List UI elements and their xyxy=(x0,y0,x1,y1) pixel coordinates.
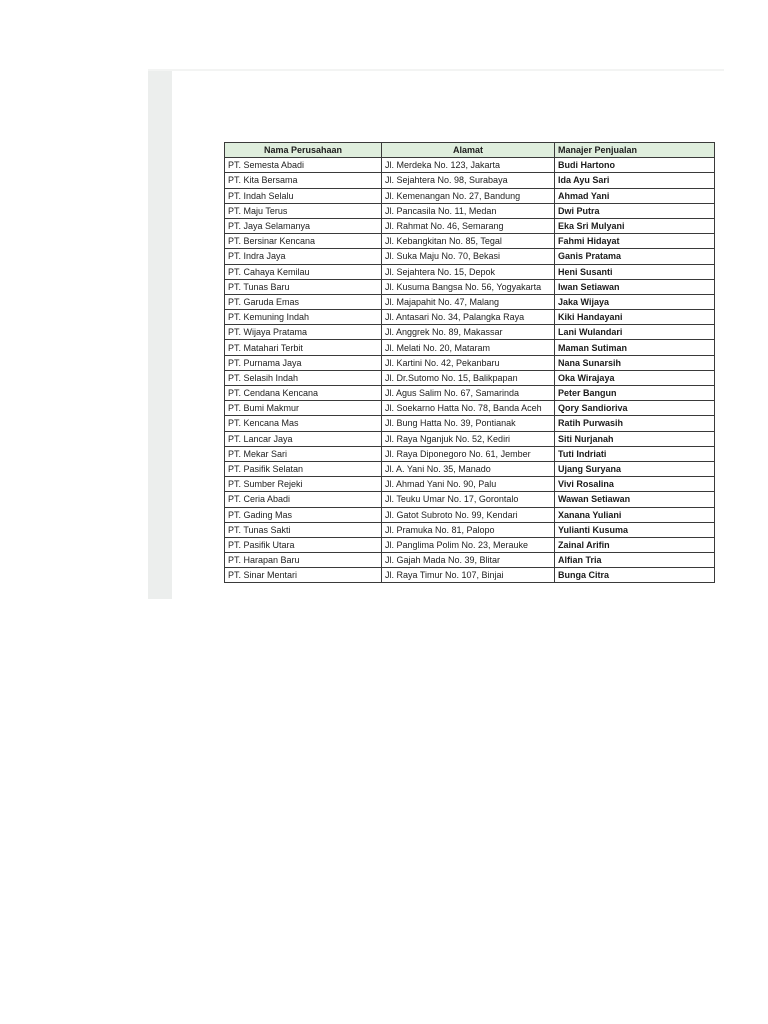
cell-manager: Peter Bangun xyxy=(555,386,715,401)
header-alamat: Alamat xyxy=(382,143,555,158)
cell-company: PT. Bersinar Kencana xyxy=(225,234,382,249)
cell-address: Jl. Panglima Polim No. 23, Merauke xyxy=(382,537,555,552)
cell-address: Jl. Pramuka No. 81, Palopo xyxy=(382,522,555,537)
cell-company: PT. Kita Bersama xyxy=(225,173,382,188)
table-row xyxy=(225,294,715,309)
cell-manager: Fahmi Hidayat xyxy=(555,234,715,249)
cell-address: Jl. Soekarno Hatta No. 78, Banda Aceh xyxy=(382,401,555,416)
table-row xyxy=(225,218,715,233)
cell-manager: Zainal Arifin xyxy=(555,537,715,552)
cell-address: Jl. Ahmad Yani No. 90, Palu xyxy=(382,477,555,492)
cell-address: Jl. Suka Maju No. 70, Bekasi xyxy=(382,249,555,264)
table-row xyxy=(225,537,715,552)
cell-address: Jl. Raya Nganjuk No. 52, Kediri xyxy=(382,431,555,446)
cell-address: Jl. Anggrek No. 89, Makassar xyxy=(382,325,555,340)
cell-company: PT. Selasih Indah xyxy=(225,370,382,385)
cell-manager: Bunga Citra xyxy=(555,568,715,583)
cell-company: PT. Bumi Makmur xyxy=(225,401,382,416)
cell-company: PT. Purnama Jaya xyxy=(225,355,382,370)
table-row xyxy=(225,461,715,476)
cell-company: PT. Ceria Abadi xyxy=(225,492,382,507)
table-row xyxy=(225,370,715,385)
table-row xyxy=(225,173,715,188)
cell-address: Jl. A. Yani No. 35, Manado xyxy=(382,461,555,476)
cell-company: PT. Harapan Baru xyxy=(225,553,382,568)
cell-address: Jl. Kusuma Bangsa No. 56, Yogyakarta xyxy=(382,279,555,294)
cell-company: PT. Cahaya Kemilau xyxy=(225,264,382,279)
cell-manager: Kiki Handayani xyxy=(555,310,715,325)
cell-manager: Nana Sunarsih xyxy=(555,355,715,370)
cell-manager: Ratih Purwasih xyxy=(555,416,715,431)
cell-manager: Yulianti Kusuma xyxy=(555,522,715,537)
cell-company: PT. Kemuning Indah xyxy=(225,310,382,325)
cell-address: Jl. Gatot Subroto No. 99, Kendari xyxy=(382,507,555,522)
side-panel xyxy=(148,69,172,599)
cell-manager: Dwi Putra xyxy=(555,203,715,218)
table-row xyxy=(225,249,715,264)
cell-manager: Xanana Yuliani xyxy=(555,507,715,522)
cell-address: Jl. Rahmat No. 46, Semarang xyxy=(382,218,555,233)
table-row xyxy=(225,568,715,583)
cell-address: Jl. Melati No. 20, Mataram xyxy=(382,340,555,355)
table-row xyxy=(225,310,715,325)
table-row xyxy=(225,401,715,416)
company-table xyxy=(224,142,715,583)
cell-address: Jl. Teuku Umar No. 17, Gorontalo xyxy=(382,492,555,507)
table-row xyxy=(225,477,715,492)
header-nama-perusahaan: Nama Perusahaan xyxy=(225,143,382,158)
cell-manager: Ahmad Yani xyxy=(555,188,715,203)
table-row xyxy=(225,522,715,537)
cell-address: Jl. Kemenangan No. 27, Bandung xyxy=(382,188,555,203)
cell-manager: Ida Ayu Sari xyxy=(555,173,715,188)
cell-company: PT. Indah Selalu xyxy=(225,188,382,203)
cell-manager: Jaka Wijaya xyxy=(555,294,715,309)
cell-company: PT. Kencana Mas xyxy=(225,416,382,431)
cell-manager: Siti Nurjanah xyxy=(555,431,715,446)
cell-company: PT. Matahari Terbit xyxy=(225,340,382,355)
table-row xyxy=(225,279,715,294)
cell-address: Jl. Gajah Mada No. 39, Blitar xyxy=(382,553,555,568)
cell-company: PT. Sinar Mentari xyxy=(225,568,382,583)
cell-company: PT. Garuda Emas xyxy=(225,294,382,309)
cell-manager: Lani Wulandari xyxy=(555,325,715,340)
cell-address: Jl. Sejahtera No. 15, Depok xyxy=(382,264,555,279)
cell-manager: Wawan Setiawan xyxy=(555,492,715,507)
table-row xyxy=(225,158,715,173)
cell-manager: Heni Susanti xyxy=(555,264,715,279)
table-header-row xyxy=(225,143,715,158)
cell-company: PT. Lancar Jaya xyxy=(225,431,382,446)
table-row xyxy=(225,325,715,340)
cell-company: PT. Tunas Sakti xyxy=(225,522,382,537)
table-row xyxy=(225,553,715,568)
cell-company: PT. Gading Mas xyxy=(225,507,382,522)
cell-manager: Maman Sutiman xyxy=(555,340,715,355)
table-row xyxy=(225,492,715,507)
table-row xyxy=(225,416,715,431)
cell-company: PT. Cendana Kencana xyxy=(225,386,382,401)
cell-manager: Oka Wirajaya xyxy=(555,370,715,385)
cell-address: Jl. Raya Timur No. 107, Binjai xyxy=(382,568,555,583)
cell-address: Jl. Merdeka No. 123, Jakarta xyxy=(382,158,555,173)
table-row xyxy=(225,340,715,355)
cell-address: Jl. Kartini No. 42, Pekanbaru xyxy=(382,355,555,370)
cell-company: PT. Semesta Abadi xyxy=(225,158,382,173)
table-row xyxy=(225,507,715,522)
cell-address: Jl. Kebangkitan No. 85, Tegal xyxy=(382,234,555,249)
cell-manager: Qory Sandioriva xyxy=(555,401,715,416)
table-row xyxy=(225,355,715,370)
cell-manager: Iwan Setiawan xyxy=(555,279,715,294)
cell-company: PT. Maju Terus xyxy=(225,203,382,218)
cell-company: PT. Pasifik Selatan xyxy=(225,461,382,476)
cell-address: Jl. Agus Salim No. 67, Samarinda xyxy=(382,386,555,401)
cell-address: Jl. Antasari No. 34, Palangka Raya xyxy=(382,310,555,325)
cell-address: Jl. Bung Hatta No. 39, Pontianak xyxy=(382,416,555,431)
cell-company: PT. Sumber Rejeki xyxy=(225,477,382,492)
cell-manager: Budi Hartono xyxy=(555,158,715,173)
table-row xyxy=(225,203,715,218)
cell-manager: Ganis Pratama xyxy=(555,249,715,264)
table-row xyxy=(225,431,715,446)
cell-manager: Eka Sri Mulyani xyxy=(555,218,715,233)
cell-manager: Vivi Rosalina xyxy=(555,477,715,492)
cell-company: PT. Tunas Baru xyxy=(225,279,382,294)
cell-company: PT. Wijaya Pratama xyxy=(225,325,382,340)
cell-company: PT. Jaya Selamanya xyxy=(225,218,382,233)
cell-manager: Alfian Tria xyxy=(555,553,715,568)
table-row xyxy=(225,446,715,461)
cell-company: PT. Pasifik Utara xyxy=(225,537,382,552)
cell-company: PT. Indra Jaya xyxy=(225,249,382,264)
cell-address: Jl. Majapahit No. 47, Malang xyxy=(382,294,555,309)
table-body xyxy=(225,158,715,583)
cell-manager: Ujang Suryana xyxy=(555,461,715,476)
cell-manager: Tuti Indriati xyxy=(555,446,715,461)
cell-address: Jl. Pancasila No. 11, Medan xyxy=(382,203,555,218)
table-row xyxy=(225,386,715,401)
header-manajer-penjualan: Manajer Penjualan xyxy=(555,143,715,158)
cell-company: PT. Mekar Sari xyxy=(225,446,382,461)
cell-address: Jl. Dr.Sutomo No. 15, Balikpapan xyxy=(382,370,555,385)
cell-address: Jl. Raya Diponegoro No. 61, Jember xyxy=(382,446,555,461)
table-row xyxy=(225,188,715,203)
table-row xyxy=(225,264,715,279)
cell-address: Jl. Sejahtera No. 98, Surabaya xyxy=(382,173,555,188)
table-row xyxy=(225,234,715,249)
